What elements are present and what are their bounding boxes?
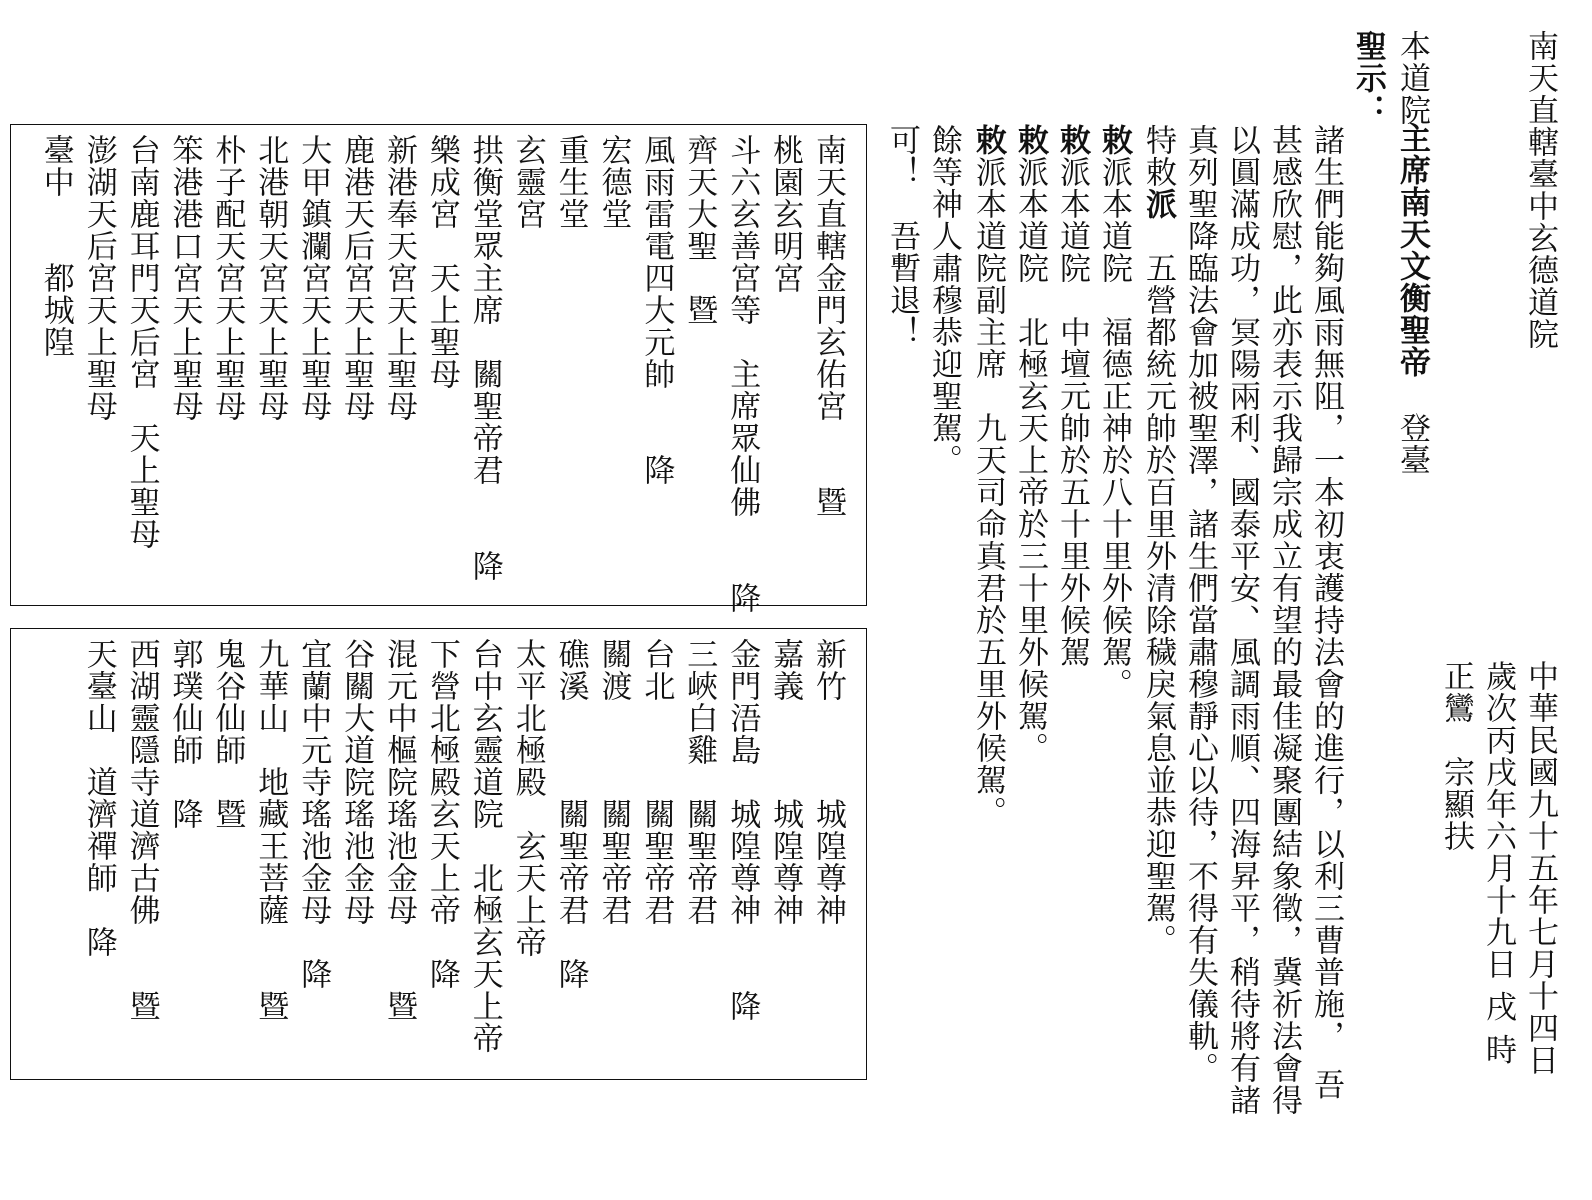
deity-entry: 礁溪 關聖帝君 降 bbox=[552, 638, 589, 990]
edict-line: 敕派本道院 北極玄天上帝於三十里外候駕。 bbox=[1012, 124, 1048, 764]
org-title: 南天直轄臺中玄德道院 bbox=[1522, 30, 1558, 350]
deity-entry: 新港奉天宮天上聖母 bbox=[381, 134, 417, 422]
deity-entry: 宜蘭中元寺瑤池金母 降 bbox=[295, 638, 332, 990]
deity-entry: 嘉義 城隍尊神 bbox=[767, 638, 804, 926]
deity-entry: 西湖靈隱寺道濟古佛 暨 bbox=[123, 638, 160, 1022]
deity-entry: 關渡 關聖帝君 bbox=[595, 638, 632, 926]
deity-entry: 北港朝天宮天上聖母 bbox=[252, 134, 289, 422]
edict-line: 敕派本道院 福德正神於八十里外候駕。 bbox=[1096, 124, 1132, 700]
chi-mark: 敕 bbox=[1096, 124, 1132, 156]
date-line: 中華民國九十五年七月十四日 bbox=[1522, 660, 1558, 1076]
deity-entry: 新竹 城隍尊神 bbox=[810, 638, 846, 926]
scribe-line: 正鸞 宗顯扶 bbox=[1438, 660, 1474, 852]
edict-line: 敕派本道院副主席 九天司命真君於五里外候駕。 bbox=[970, 124, 1006, 828]
edict-line: 可！ 吾暫退！ bbox=[884, 124, 920, 348]
deity-entry: 笨港港口宮天上聖母 bbox=[166, 134, 203, 422]
edict-line: 諸生們能夠風雨無阻，一本初衷護持法會的進行，以利三曹普施， 吾 bbox=[1308, 124, 1344, 1101]
edict-line: 特敕派 五營都統元帥於百里外清除穢戾氣息並恭迎聖駕。 bbox=[1140, 124, 1176, 956]
deity-entry: 金門浯島 城隍尊神 降 bbox=[724, 638, 761, 1022]
deity-entry: 郭璞仙師 降 bbox=[166, 638, 203, 830]
edict-line: 敕派本道院 中壇元帥於五十里外候駕 bbox=[1054, 124, 1090, 668]
deity-entry: 台北 關聖帝君 bbox=[638, 638, 675, 926]
deity-entry: 宏德堂 bbox=[595, 134, 632, 230]
deity-entry: 臺中 都城隍 bbox=[37, 134, 74, 358]
sender-prefix: 本道院 bbox=[1394, 30, 1430, 126]
deity-entry: 三峽白雞 關聖帝君 bbox=[681, 638, 718, 926]
deity-entry: 台中玄靈道院 北極玄天上帝 bbox=[466, 638, 503, 1054]
edict-heading: 聖示： bbox=[1350, 30, 1386, 126]
deity-entry: 玄靈宮 bbox=[509, 134, 546, 230]
deity-entry: 南天直轄金門玄佑宮 暨 bbox=[810, 134, 846, 518]
deity-entry: 風雨雷電四大元帥 降 bbox=[638, 134, 675, 486]
lunar-date-line: 歲次丙戌年六月十九日 戌 時 bbox=[1480, 660, 1516, 1066]
deity-entry: 天臺山 道濟禪師 降 bbox=[80, 638, 117, 958]
sender-title: 主席南天文衡聖帝 bbox=[1394, 122, 1430, 378]
deity-entry: 下營北極殿玄天上帝 降 bbox=[423, 638, 460, 990]
chi-mark: 敕 bbox=[970, 124, 1006, 156]
deity-entry: 樂成宮 天上聖母 bbox=[423, 134, 460, 390]
deity-entry: 斗六玄善宮等 主席眾仙佛 降 bbox=[724, 134, 761, 614]
te-chi-label: 特敕 bbox=[1140, 124, 1176, 188]
deity-entry: 混元中樞院瑤池金母 暨 bbox=[381, 638, 417, 1022]
deity-entry: 大甲鎮瀾宮天上聖母 bbox=[295, 134, 332, 422]
chi-mark: 派 bbox=[1140, 188, 1176, 220]
deity-entry: 谷關大道院瑤池金母 bbox=[338, 638, 375, 926]
edict-line: 真列聖降臨法會加被聖澤，諸生們當肅穆靜心以待，不得有失儀軌。 bbox=[1182, 124, 1218, 1084]
deity-entry: 鹿港天后宮天上聖母 bbox=[338, 134, 375, 422]
chi-mark: 敕 bbox=[1054, 124, 1090, 156]
deity-entry: 九華山 地藏王菩薩 暨 bbox=[252, 638, 289, 1022]
deity-entry: 澎湖天后宮天上聖母 bbox=[80, 134, 117, 422]
deity-entry: 台南鹿耳門天后宮 天上聖母 bbox=[123, 134, 160, 550]
deity-entry: 重生堂 bbox=[552, 134, 589, 230]
edict-line: 甚感欣慰，此亦表示我歸宗成立有望的最佳凝聚團結象徵，冀祈法會得 bbox=[1266, 124, 1302, 1116]
deity-entry: 拱衡堂眾主席 關聖帝君 降 bbox=[466, 134, 503, 582]
deity-entry: 桃園玄明宮 bbox=[767, 134, 804, 294]
chi-mark: 敕 bbox=[1012, 124, 1048, 156]
deity-entry: 齊天大聖 暨 bbox=[681, 134, 718, 326]
deity-entry: 朴子配天宮天上聖母 bbox=[209, 134, 246, 422]
edict-line: 餘等神人肅穆恭迎聖駕。 bbox=[926, 124, 962, 476]
edict-line: 以圓滿成功，冥陽兩利、國泰平安、風調雨順、四海昇平，稍待將有諸 bbox=[1224, 124, 1260, 1116]
sender-suffix: 登臺 bbox=[1394, 412, 1430, 476]
deity-entry: 鬼谷仙師 暨 bbox=[209, 638, 246, 830]
deity-entry: 太平北極殿 玄天上帝 bbox=[509, 638, 546, 958]
